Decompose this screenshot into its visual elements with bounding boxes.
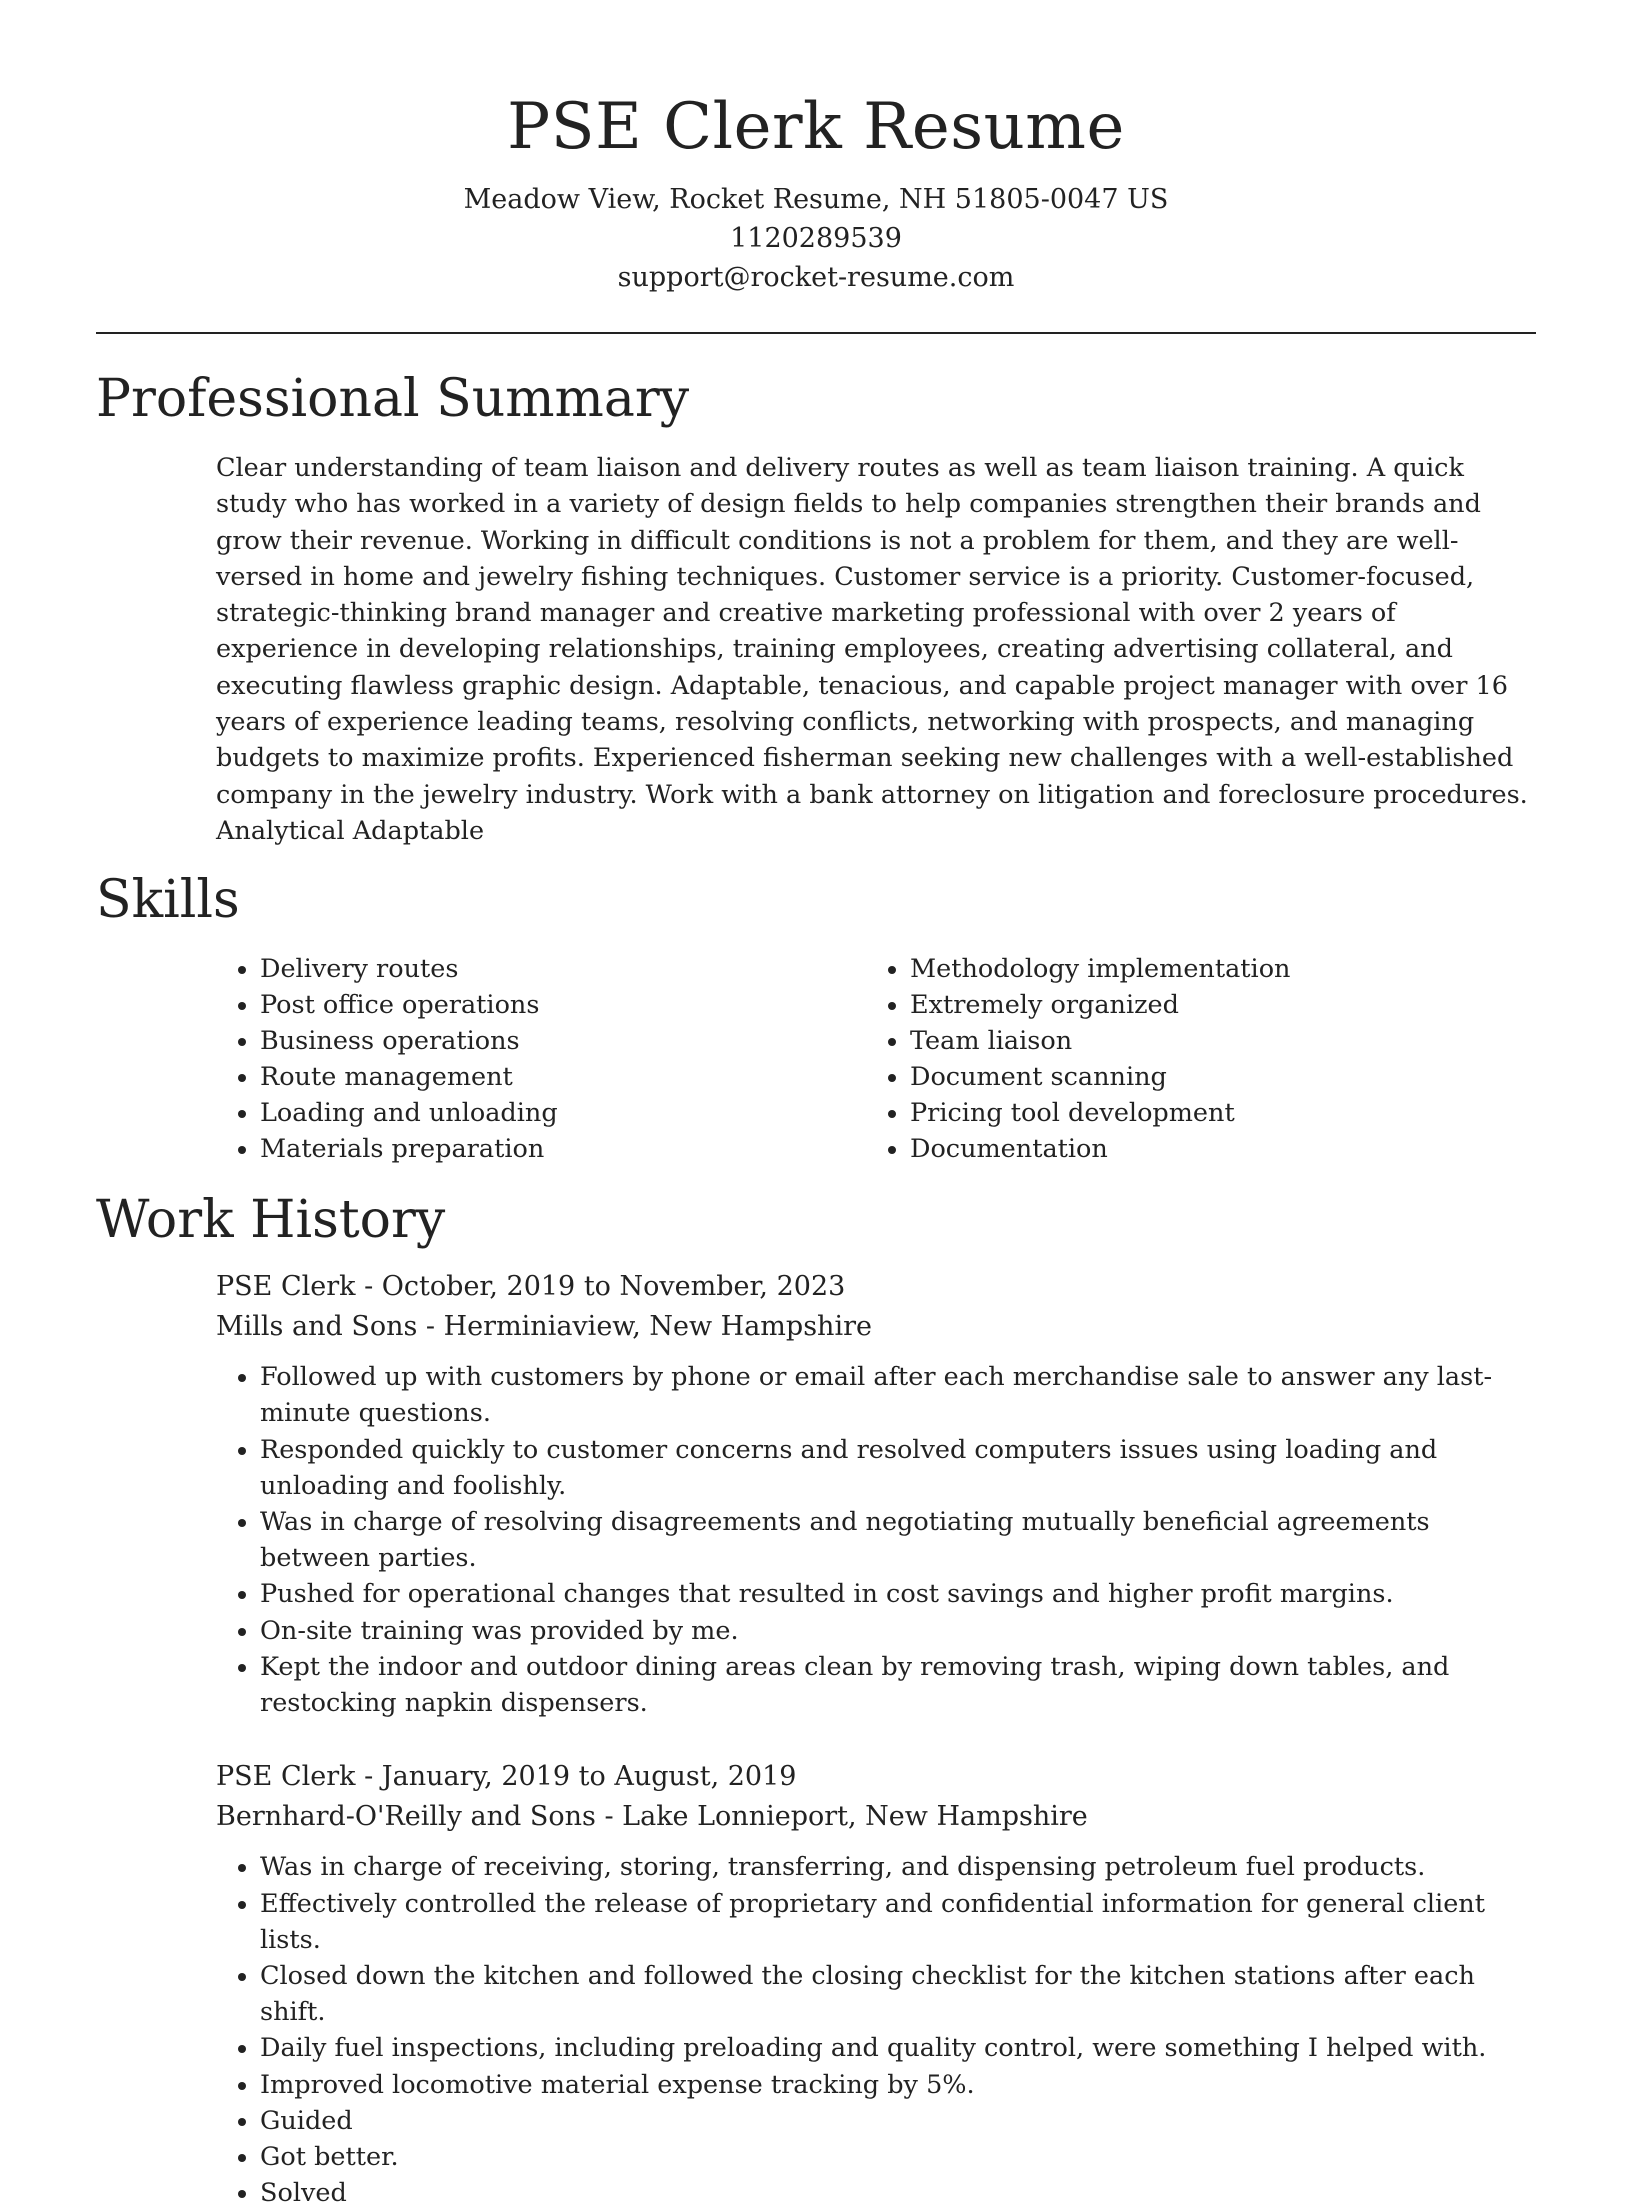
job-duties-list [216,1849,1536,2211]
contact-block [96,180,1536,297]
job-duty-item: • Responded quickly to customer concerns and resolved computers issues using loading and unloading and foolishly. [260,1432,1536,1504]
resume-header [96,0,1536,297]
job-duty-item: • Got better. [260,2139,1536,2175]
skill-item: • Methodology implementation [910,951,1516,987]
skills-columns [216,951,1536,1167]
job-duty-item: • Was in charge of resolving disagreements and negotiating mutually beneficial agreements between parties. [260,1504,1536,1576]
job-entry [216,1757,1536,2211]
skill-item: • Extremely organized [910,987,1516,1023]
job-company: Mills and Sons [216,1311,418,1343]
job-duty-item: • Guided [260,2103,1536,2139]
email-text: support@rocket-resume.com [617,262,1015,293]
job-company: Bernhard-O'Reilly and Sons [216,1801,596,1833]
job-location: Lake Lonnieport, New Hampshire [622,1801,1088,1833]
skill-item: • Team liaison [910,1023,1516,1059]
job-company-line: Mills and Sons - Herminiaview, New Hampshire [216,1311,872,1343]
skill-item: • Post office operations [260,987,866,1023]
job-location: Herminiaview, New Hampshire [443,1311,872,1343]
job-duty-item: • Closed down the kitchen and followed the closing checklist for the kitchen stations after each shift. [260,1958,1536,2030]
job-title-line: PSE Clerk - January, 2019 to August, 2019 [216,1761,797,1793]
skill-item: • Delivery routes [260,951,866,987]
work-history-heading: Work History [96,1190,446,1251]
resume-page [96,0,1536,2211]
skills-list-right [866,951,1516,1167]
job-duty-item: • Kept the indoor and outdoor dining areas clean by removing trash, wiping down tables, and restocking napkin dispensers. [260,1649,1536,1721]
skill-item: • Loading and unloading [260,1095,866,1131]
address-text: Meadow View, Rocket Resume, NH 51805-0047 US [463,184,1169,215]
summary-paragraph: Clear understanding of team liaison and delivery routes as well as team liaison training. A quick study who has worked in a variety of design fields to help companies strengthen their brands and grow their revenue. Working in difficult conditions is not a problem for them, and they are well-versed in home and jewelry fishing techniques. Customer service is a priority. Customer-focused, strategic-thinking brand manager and creative marketing professional with over 2 years of experience in developing relationships, training employees, creating advertising collateral, and executing flawless graphic design. Adaptable, tenacious, and capable project manager with over 16 years of experience leading teams, resolving conflicts, networking with prospects, and managing budgets to maximize profits. Experienced fisherman seeking new challenges with a well-established company in the jewelry industry. Work with a bank attorney on litigation and foreclosure procedures. Analytical Adaptable [216,453,1528,846]
job-duty-item: • Improved locomotive material expense tracking by 5%. [260,2067,1536,2103]
phone-text: 1120289539 [730,223,902,254]
job-duty-item: • On-site training was provided by me. [260,1613,1536,1649]
job-company-line: Bernhard-O'Reilly and Sons - Lake Lonnieport, New Hampshire [216,1801,1088,1833]
job-duty-item: • Was in charge of receiving, storing, transferring, and dispensing petroleum fuel products. [260,1849,1536,1885]
header-divider [96,332,1536,334]
skills-heading: Skills [96,870,240,931]
job-duty-item: • Daily fuel inspections, including preloading and quality control, were something I helped with. [260,2030,1536,2066]
skill-item: • Business operations [260,1023,866,1059]
skills-list-left [216,951,866,1167]
skill-item: • Pricing tool development [910,1095,1516,1131]
skill-item: • Document scanning [910,1059,1516,1095]
summary-heading: Professional Summary [96,369,690,429]
skill-item: • Documentation [910,1131,1516,1167]
job-duty-item: • Effectively controlled the release of proprietary and confidential information for general client lists. [260,1886,1536,1958]
job-title: PSE Clerk [216,1761,356,1793]
job-duties-list [216,1359,1536,1721]
job-entry [216,1267,1536,1721]
job-dates: January, 2019 to August, 2019 [381,1761,797,1793]
resume-title: PSE Clerk Resume [507,90,1125,164]
job-title: PSE Clerk [216,1271,356,1303]
job-duty-item: • Pushed for operational changes that resulted in cost savings and higher profit margins. [260,1576,1536,1612]
skill-item: • Materials preparation [260,1131,866,1167]
job-duty-item: • Solved [260,2175,1536,2211]
job-duty-item: • Followed up with customers by phone or email after each merchandise sale to answer any last-minute questions. [260,1359,1536,1431]
job-title-line: PSE Clerk - October, 2019 to November, 2023 [216,1271,846,1303]
job-dates: October, 2019 to November, 2023 [381,1271,846,1303]
skill-item: • Route management [260,1059,866,1095]
